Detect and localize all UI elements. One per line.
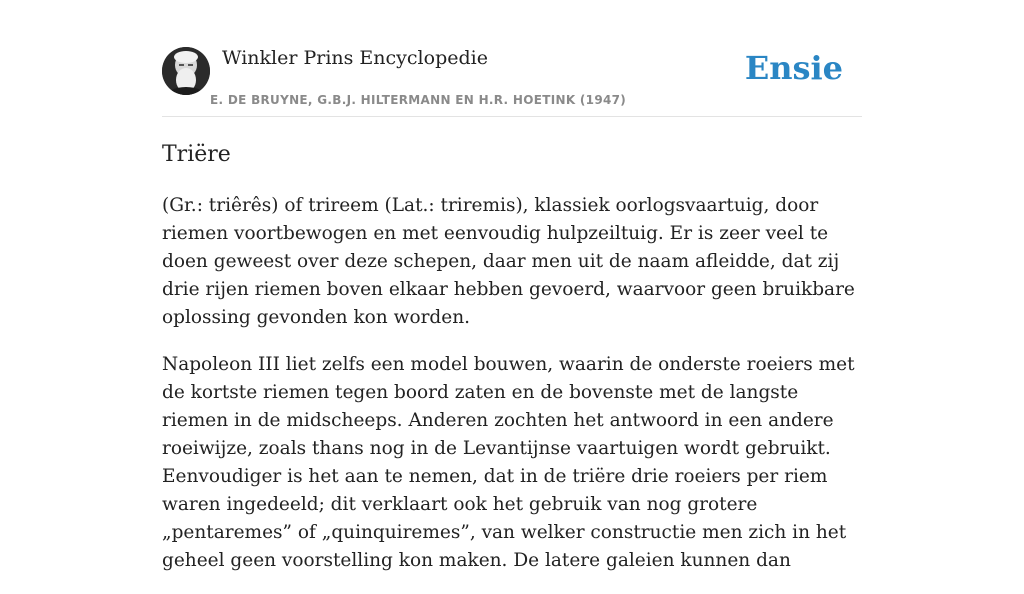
entry-content	[162, 192, 862, 594]
ensie-logo[interactable]: Ensie	[744, 49, 843, 87]
authors-byline: E. DE BRUYNE, G.B.J. HILTERMANN EN H.R. HOETINK (1947)	[210, 93, 627, 107]
entry-title: Triëre	[162, 142, 231, 167]
source-title[interactable]: Winkler Prins Encyclopedie	[222, 47, 488, 69]
entry-paragraph: Napoleon III liet zelfs een model bouwen, waarin de onderste roeiers met de kortste riemen tegen boord zaten en de bovenste met de langste riemen in de midscheeps. Anderen zochten het antwoord in een andere roeiwijze, zoals thans nog in de Levantijnse vaartuigen wordt gebruikt. Eenvoudiger is het aan te nemen, dat in de triëre drie roeiers per riem waren ingedeeld; dit verklaart ook het gebruik van nog grotere „pentaremes” of „quinquiremes”, van welker constructie men zich in het geheel geen voorstelling kon maken. De latere galeien kunnen dan	[162, 354, 855, 571]
source-header	[162, 0, 862, 117]
author-portrait-icon[interactable]	[162, 47, 210, 95]
page	[162, 0, 862, 571]
entry-paragraph: (Gr.: triêrês) of trireem (Lat.: triremis), klassiek oorlogsvaartuig, door riemen voortbewogen en met eenvoudig hulpzeiltuig. Er is zeer veel te doen geweest over deze schepen, daar men uit de naam afleidde, dat zij drie rijen riemen boven elkaar hebben gevoerd, waarvoor geen bruikbare oplossing gevonden kon worden.	[162, 195, 855, 328]
